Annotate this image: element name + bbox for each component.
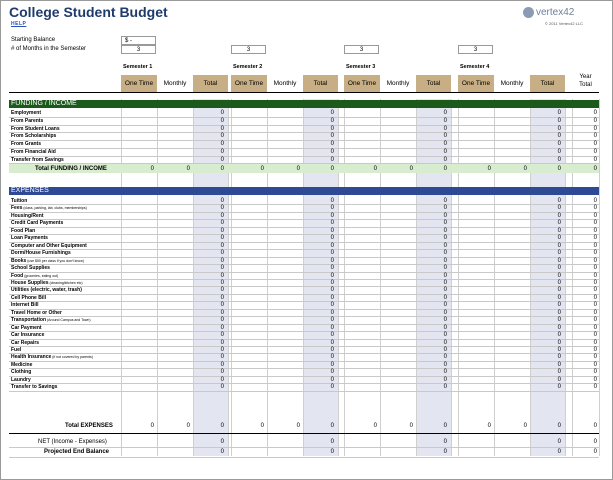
expense-row-7-total-s2: 0 xyxy=(330,242,334,249)
summary-separator xyxy=(9,433,599,434)
expense-row-5-total-s1: 0 xyxy=(220,227,224,234)
expense-row-label: Car Payment xyxy=(11,324,42,331)
expense-row-21-year-total: 0 xyxy=(593,347,597,353)
expense-row-6-total-s2: 0 xyxy=(330,235,334,242)
year-total-label-1: Year xyxy=(579,74,592,80)
funding-row-5-year-total: 0 xyxy=(593,141,597,147)
expenses-total-onetime-s1: 0 xyxy=(150,423,154,429)
header-monthly-s2: Monthly xyxy=(273,80,297,87)
expense-row-11-total-s2: 0 xyxy=(330,272,334,279)
funding-total-monthly-s1: 0 xyxy=(186,165,190,172)
expense-row-16-total-s3: 0 xyxy=(443,309,447,316)
expense-row-17-total-s4: 0 xyxy=(557,317,561,324)
funding-row-3-total-s4: 0 xyxy=(557,125,561,132)
expenses-total-onetime-s2: 0 xyxy=(260,423,264,429)
expense-row-14-total-s3: 0 xyxy=(443,294,447,301)
months-input-3[interactable]: 3 xyxy=(344,45,379,54)
funding-row-5-total-s4: 0 xyxy=(557,141,561,147)
expense-row-1-total-s2: 0 xyxy=(330,198,334,204)
header-one-time-s2: One Time xyxy=(231,75,267,92)
expense-row-20-total-s2: 0 xyxy=(330,339,334,346)
grid-vline xyxy=(231,99,232,456)
funding-row-2-total-s1: 0 xyxy=(220,117,224,124)
expense-row-label: School Supplies xyxy=(11,265,50,272)
expense-row-14-total-s2: 0 xyxy=(330,294,334,301)
starting-balance-input[interactable]: $ - xyxy=(121,36,156,45)
expense-row-6-year-total: 0 xyxy=(593,235,597,242)
funding-total-onetime-s3: 0 xyxy=(373,165,377,172)
projected-total-s2: 0 xyxy=(330,449,334,455)
expense-row-label: Housing/Rent xyxy=(11,212,44,219)
funding-row-2-year-total: 0 xyxy=(593,117,597,124)
grid-vline xyxy=(451,99,452,456)
expense-row-11-total-s3: 0 xyxy=(443,272,447,279)
funding-row-1-total-s2: 0 xyxy=(330,110,334,116)
funding-total-total-s2: 0 xyxy=(330,165,334,172)
months-input-1[interactable]: 3 xyxy=(121,45,156,54)
expense-row-7-total-s3: 0 xyxy=(443,242,447,249)
expense-row-1-year-total: 0 xyxy=(593,198,597,204)
funding-row-1-total-s1: 0 xyxy=(220,110,224,116)
expense-row-label: Dorm/House Furnishings xyxy=(11,250,71,257)
expense-row-22-year-total: 0 xyxy=(593,354,597,361)
expense-row-8-total-s2: 0 xyxy=(330,250,334,257)
expense-row-label: Tuition xyxy=(11,198,28,204)
expense-row-13-total-s1: 0 xyxy=(220,287,224,294)
header-total-s1: Total xyxy=(193,75,228,92)
expenses-total-monthly-s4: 0 xyxy=(523,423,527,429)
header-separator xyxy=(9,92,599,93)
funding-row-7-total-s2: 0 xyxy=(330,156,334,163)
expense-row-label: Health Insurance (if not covered by parents) xyxy=(11,354,93,361)
expense-row-20-year-total: 0 xyxy=(593,339,597,346)
expense-row-18-total-s2: 0 xyxy=(330,324,334,331)
expense-row-1-total-s4: 0 xyxy=(557,198,561,204)
expense-row-12-total-s1: 0 xyxy=(220,279,224,286)
expense-row-5-total-s3: 0 xyxy=(443,227,447,234)
funding-row-3-total-s2: 0 xyxy=(330,125,334,132)
funding-row-6-total-s2: 0 xyxy=(330,148,334,155)
grid-vline xyxy=(338,99,339,456)
grid-vline xyxy=(458,99,459,456)
expense-row-14-year-total: 0 xyxy=(593,294,597,301)
funding-row-7-total-s3: 0 xyxy=(443,156,447,163)
expense-row-22-total-s2: 0 xyxy=(330,354,334,361)
expense-row-label: Food (groceries, eating out) xyxy=(11,272,59,279)
funding-row-label: From Scholarships xyxy=(11,133,57,140)
expense-row-19-total-s1: 0 xyxy=(220,332,224,339)
months-input-2[interactable]: 3 xyxy=(231,45,266,54)
funding-row-6-total-s1: 0 xyxy=(220,148,224,155)
expense-row-label: Internet Bill xyxy=(11,302,39,309)
expense-row-6-total-s3: 0 xyxy=(443,235,447,242)
expense-row-19-total-s2: 0 xyxy=(330,332,334,339)
expense-row-9-total-s3: 0 xyxy=(443,257,447,264)
expense-row-17-total-s2: 0 xyxy=(330,317,334,324)
funding-row-2-total-s4: 0 xyxy=(557,117,561,124)
expense-row-25-total-s4: 0 xyxy=(557,376,561,383)
funding-total-total-s1: 0 xyxy=(220,165,224,172)
grid-vline xyxy=(267,99,268,456)
funding-row-2-total-s2: 0 xyxy=(330,117,334,124)
funding-row-1-year-total: 0 xyxy=(593,110,597,116)
expense-row-4-total-s4: 0 xyxy=(557,220,561,227)
funding-row-4-year-total: 0 xyxy=(593,133,597,140)
expense-row-2-total-s1: 0 xyxy=(220,205,224,212)
funding-total-total-s4: 0 xyxy=(557,165,561,172)
funding-row-label: Employment xyxy=(11,110,42,116)
expenses-total-monthly-s2: 0 xyxy=(296,423,300,429)
expense-row-15-total-s3: 0 xyxy=(443,302,447,309)
expense-row-24-total-s2: 0 xyxy=(330,369,334,376)
expense-row-3-total-s2: 0 xyxy=(330,212,334,219)
funding-row-1-total-s3: 0 xyxy=(443,110,447,116)
expense-row-26-year-total: 0 xyxy=(593,384,597,391)
page-title: College Student Budget xyxy=(9,4,168,20)
expense-row-label: Utilities (electric, water, trash) xyxy=(11,287,82,294)
expense-row-5-total-s4: 0 xyxy=(557,227,561,234)
funding-row-7-year-total: 0 xyxy=(593,156,597,163)
expense-row-20-total-s1: 0 xyxy=(220,339,224,346)
expense-row-22-total-s1: 0 xyxy=(220,354,224,361)
semester-label-3: Semester 3 xyxy=(346,64,376,70)
expense-row-13-total-s3: 0 xyxy=(443,287,447,294)
expense-row-4-total-s2: 0 xyxy=(330,220,334,227)
funding-row-label: From Grants xyxy=(11,141,42,147)
funding-total-onetime-s1: 0 xyxy=(150,165,154,172)
expense-row-24-total-s3: 0 xyxy=(443,369,447,376)
expense-row-24-total-s1: 0 xyxy=(220,369,224,376)
expense-row-label: Computer and Other Equipment xyxy=(11,242,87,249)
funding-row-5-total-s2: 0 xyxy=(330,141,334,147)
expense-row-3-total-s3: 0 xyxy=(443,212,447,219)
expense-row-21-total-s3: 0 xyxy=(443,347,447,353)
funding-row-6-year-total: 0 xyxy=(593,148,597,155)
vertex42-logo xyxy=(523,6,574,18)
expense-row-18-total-s4: 0 xyxy=(557,324,561,331)
net-total-s2: 0 xyxy=(330,439,334,445)
funding-total-monthly-s3: 0 xyxy=(409,165,413,172)
year-total-label-2: Total xyxy=(579,82,592,88)
expense-row-18-year-total: 0 xyxy=(593,324,597,331)
expense-row-26-total-s4: 0 xyxy=(557,384,561,391)
header-monthly-s1: Monthly xyxy=(163,80,187,87)
expense-row-17-total-s3: 0 xyxy=(443,317,447,324)
header-one-time-s1: One Time xyxy=(121,75,157,92)
expense-row-23-total-s2: 0 xyxy=(330,361,334,368)
expense-row-label: Loan Payments xyxy=(11,235,48,242)
funding-row-3-total-s3: 0 xyxy=(443,125,447,132)
header-one-time-s3: One Time xyxy=(344,75,380,92)
expense-row-2-year-total: 0 xyxy=(593,205,597,212)
header-total-s2: Total xyxy=(303,75,338,92)
expenses-total-label: Total EXPENSES xyxy=(65,423,113,429)
help-link[interactable]: HELP xyxy=(11,21,27,27)
expense-row-15-total-s2: 0 xyxy=(330,302,334,309)
funding-row-6-total-s4: 0 xyxy=(557,148,561,155)
expense-row-label: Transportation (Around Campus and Town) xyxy=(11,317,91,324)
expense-row-9-total-s1: 0 xyxy=(220,257,224,264)
expense-row-12-total-s3: 0 xyxy=(443,279,447,286)
expense-row-21-total-s4: 0 xyxy=(557,347,561,353)
expense-row-8-total-s4: 0 xyxy=(557,250,561,257)
funding-total-onetime-s2: 0 xyxy=(260,165,264,172)
projected-total-s1: 0 xyxy=(220,449,224,455)
funding-row-5-total-s3: 0 xyxy=(443,141,447,147)
starting-balance-label: Starting Balance xyxy=(11,37,56,43)
expense-row-2-total-s2: 0 xyxy=(330,205,334,212)
expenses-total-onetime-s4: 0 xyxy=(487,423,491,429)
expense-row-note: (class, parking, lab, clubs, memberships) xyxy=(22,206,87,211)
expense-row-25-total-s2: 0 xyxy=(330,376,334,383)
expense-row-3-total-s1: 0 xyxy=(220,212,224,219)
funding-row-7-total-s4: 0 xyxy=(557,156,561,163)
expense-row-note: (cleaning/kitchen etc) xyxy=(48,280,83,285)
funding-row-4-total-s4: 0 xyxy=(557,133,561,140)
expense-row-10-total-s3: 0 xyxy=(443,265,447,272)
expense-row-24-total-s4: 0 xyxy=(557,369,561,376)
grid-row-line xyxy=(9,457,599,458)
expense-row-note: (if not covered by parents) xyxy=(51,355,93,360)
expense-row-label: Food Plan xyxy=(11,227,36,234)
funding-row-4-total-s3: 0 xyxy=(443,133,447,140)
expense-row-6-total-s4: 0 xyxy=(557,235,561,242)
expenses-total-monthly-s1: 0 xyxy=(186,423,190,429)
expenses-total-total-s4: 0 xyxy=(557,423,561,429)
expense-row-2-total-s4: 0 xyxy=(557,205,561,212)
expense-row-label: Medicine xyxy=(11,361,33,368)
expense-row-21-total-s1: 0 xyxy=(220,347,224,353)
funding-row-label: From Financial Aid xyxy=(11,148,56,155)
expense-row-7-total-s4: 0 xyxy=(557,242,561,249)
expense-row-17-year-total: 0 xyxy=(593,317,597,324)
expense-row-19-total-s4: 0 xyxy=(557,332,561,339)
expense-row-label: Credit Card Payments xyxy=(11,220,64,227)
expense-row-12-year-total: 0 xyxy=(593,279,597,286)
expense-row-6-total-s1: 0 xyxy=(220,235,224,242)
expense-row-3-year-total: 0 xyxy=(593,212,597,219)
expense-row-label: Car Insurance xyxy=(11,332,45,339)
expense-row-19-total-s3: 0 xyxy=(443,332,447,339)
expense-row-16-year-total: 0 xyxy=(593,309,597,316)
logo-mark-icon xyxy=(523,7,534,18)
expense-row-12-total-s4: 0 xyxy=(557,279,561,286)
expense-row-19-year-total: 0 xyxy=(593,332,597,339)
expense-row-10-year-total: 0 xyxy=(593,265,597,272)
expense-row-22-total-s4: 0 xyxy=(557,354,561,361)
grid-vline xyxy=(565,99,566,456)
grid-vline xyxy=(157,99,158,456)
expense-row-1-total-s3: 0 xyxy=(443,198,447,204)
header-total-s3: Total xyxy=(416,75,451,92)
expense-row-12-total-s2: 0 xyxy=(330,279,334,286)
expense-row-15-total-s4: 0 xyxy=(557,302,561,309)
expense-row-9-year-total: 0 xyxy=(593,257,597,264)
funding-row-label: From Student Loans xyxy=(11,125,60,132)
funding-total-total-s3: 0 xyxy=(443,165,447,172)
grid-vline xyxy=(344,99,345,456)
header-one-time-s4: One Time xyxy=(458,75,494,92)
expense-row-8-total-s1: 0 xyxy=(220,250,224,257)
funding-total-onetime-s4: 0 xyxy=(487,165,491,172)
expenses-total-year-total: 0 xyxy=(593,423,597,429)
expense-row-26-total-s1: 0 xyxy=(220,384,224,391)
expense-row-8-year-total: 0 xyxy=(593,250,597,257)
expense-row-25-year-total: 0 xyxy=(593,376,597,383)
header-total-s4: Total xyxy=(530,75,565,92)
expense-row-7-total-s1: 0 xyxy=(220,242,224,249)
funding-total-monthly-s4: 0 xyxy=(523,165,527,172)
net-total-s1: 0 xyxy=(220,439,224,445)
expense-row-23-year-total: 0 xyxy=(593,361,597,368)
funding-row-3-total-s1: 0 xyxy=(220,125,224,132)
expense-row-10-total-s4: 0 xyxy=(557,265,561,272)
expense-row-9-total-s2: 0 xyxy=(330,257,334,264)
expense-row-26-total-s2: 0 xyxy=(330,384,334,391)
expense-row-21-total-s2: 0 xyxy=(330,347,334,353)
grid-vline xyxy=(494,99,495,456)
projected-total-s4: 0 xyxy=(557,449,561,455)
expense-row-4-total-s3: 0 xyxy=(443,220,447,227)
grid-vline xyxy=(380,99,381,456)
expense-row-5-total-s2: 0 xyxy=(330,227,334,234)
expense-row-23-total-s4: 0 xyxy=(557,361,561,368)
months-label: # of Months in the Semester xyxy=(11,46,87,52)
expense-row-label: Car Repairs xyxy=(11,339,40,346)
expense-row-11-year-total: 0 xyxy=(593,272,597,279)
expense-row-label: Fuel xyxy=(11,347,22,353)
expense-row-4-total-s1: 0 xyxy=(220,220,224,227)
header-monthly-s4: Monthly xyxy=(500,80,524,87)
expense-row-25-total-s1: 0 xyxy=(220,376,224,383)
funding-row-4-total-s2: 0 xyxy=(330,133,334,140)
expense-row-16-total-s4: 0 xyxy=(557,309,561,316)
funding-row-7-total-s1: 0 xyxy=(220,156,224,163)
expense-row-label: Laundry xyxy=(11,376,31,383)
expense-row-label: House Supplies (cleaning/kitchen etc) xyxy=(11,279,83,286)
grid-vline xyxy=(228,99,229,456)
funding-row-4-total-s1: 0 xyxy=(220,133,224,140)
logo-text: vertex42 xyxy=(536,6,575,18)
expense-row-23-total-s1: 0 xyxy=(220,361,224,368)
net-year-total: 0 xyxy=(593,439,597,445)
expense-row-22-total-s3: 0 xyxy=(443,354,447,361)
expense-row-16-total-s2: 0 xyxy=(330,309,334,316)
expense-row-8-total-s3: 0 xyxy=(443,250,447,257)
expense-row-10-total-s2: 0 xyxy=(330,265,334,272)
expense-row-label: Clothing xyxy=(11,369,32,376)
expense-row-note: (Around Campus and Town) xyxy=(46,318,91,323)
grid-vline xyxy=(599,99,600,456)
expense-row-13-total-s4: 0 xyxy=(557,287,561,294)
funding-section-header: FUNDING / INCOME xyxy=(9,100,599,108)
expense-row-4-year-total: 0 xyxy=(593,220,597,227)
projected-label: Projected End Balance xyxy=(44,449,110,455)
expenses-total-monthly-s3: 0 xyxy=(409,423,413,429)
expense-row-label: Fees (class, parking, lab, clubs, memberships) xyxy=(11,205,87,212)
expense-row-13-year-total: 0 xyxy=(593,287,597,294)
expense-row-label: Books (use $50 per class if you don't know) xyxy=(11,257,84,264)
expense-row-15-total-s1: 0 xyxy=(220,302,224,309)
expense-row-9-total-s4: 0 xyxy=(557,257,561,264)
funding-row-6-total-s3: 0 xyxy=(443,148,447,155)
projected-total-s3: 0 xyxy=(443,449,447,455)
expense-row-1-total-s1: 0 xyxy=(220,198,224,204)
expense-row-10-total-s1: 0 xyxy=(220,265,224,272)
funding-row-5-total-s1: 0 xyxy=(220,141,224,147)
expenses-total-total-s2: 0 xyxy=(330,423,334,429)
expense-row-7-year-total: 0 xyxy=(593,242,597,249)
expense-row-14-total-s1: 0 xyxy=(220,294,224,301)
expense-row-25-total-s3: 0 xyxy=(443,376,447,383)
expense-row-label: Travel Home or Other xyxy=(11,309,62,316)
expense-row-14-total-s4: 0 xyxy=(557,294,561,301)
grid-vline xyxy=(121,99,122,456)
expense-row-5-year-total: 0 xyxy=(593,227,597,234)
projected-year-total: 0 xyxy=(593,449,597,455)
expense-row-16-total-s1: 0 xyxy=(220,309,224,316)
semester-label-1: Semester 1 xyxy=(123,64,153,70)
expense-row-20-total-s3: 0 xyxy=(443,339,447,346)
expense-row-17-total-s1: 0 xyxy=(220,317,224,324)
expense-row-note: (groceries, eating out) xyxy=(23,273,59,278)
expense-row-23-total-s3: 0 xyxy=(443,361,447,368)
expense-row-11-total-s4: 0 xyxy=(557,272,561,279)
header-year-total xyxy=(572,73,599,91)
net-total-s4: 0 xyxy=(557,439,561,445)
expense-row-26-total-s3: 0 xyxy=(443,384,447,391)
funding-row-3-year-total: 0 xyxy=(593,125,597,132)
funding-total-year-total: 0 xyxy=(593,165,597,172)
semester-label-4: Semester 4 xyxy=(460,64,490,70)
expense-row-label: Cell Phone Bill xyxy=(11,294,47,301)
expenses-section-header: EXPENSES xyxy=(9,187,599,195)
header-monthly-s3: Monthly xyxy=(386,80,410,87)
net-label: NET (Income - Expenses) xyxy=(38,439,107,445)
expense-row-note: (use $50 per class if you don't know) xyxy=(26,258,84,263)
expense-row-13-total-s2: 0 xyxy=(330,287,334,294)
expense-row-11-total-s1: 0 xyxy=(220,272,224,279)
expenses-total-total-s1: 0 xyxy=(220,423,224,429)
expense-row-18-total-s1: 0 xyxy=(220,324,224,331)
copyright-text: © 2011 Vertex42 LLC xyxy=(545,21,584,26)
expenses-total-onetime-s3: 0 xyxy=(373,423,377,429)
expense-row-3-total-s4: 0 xyxy=(557,212,561,219)
funding-total-label: Total FUNDING / INCOME xyxy=(35,165,107,172)
funding-row-2-total-s3: 0 xyxy=(443,117,447,124)
expense-row-20-total-s4: 0 xyxy=(557,339,561,346)
funding-row-label: From Parents xyxy=(11,117,44,124)
funding-row-label: Transfer from Savings xyxy=(11,156,64,163)
expense-row-15-year-total: 0 xyxy=(593,302,597,309)
funding-total-monthly-s2: 0 xyxy=(296,165,300,172)
expenses-total-total-s3: 0 xyxy=(443,423,447,429)
expense-row-2-total-s3: 0 xyxy=(443,205,447,212)
expense-row-24-year-total: 0 xyxy=(593,369,597,376)
expense-row-label: Transfer to Savings xyxy=(11,384,58,391)
net-total-s3: 0 xyxy=(443,439,447,445)
expense-row-18-total-s3: 0 xyxy=(443,324,447,331)
months-input-4[interactable]: 3 xyxy=(458,45,493,54)
funding-row-1-total-s4: 0 xyxy=(557,110,561,116)
semester-label-2: Semester 2 xyxy=(233,64,263,70)
